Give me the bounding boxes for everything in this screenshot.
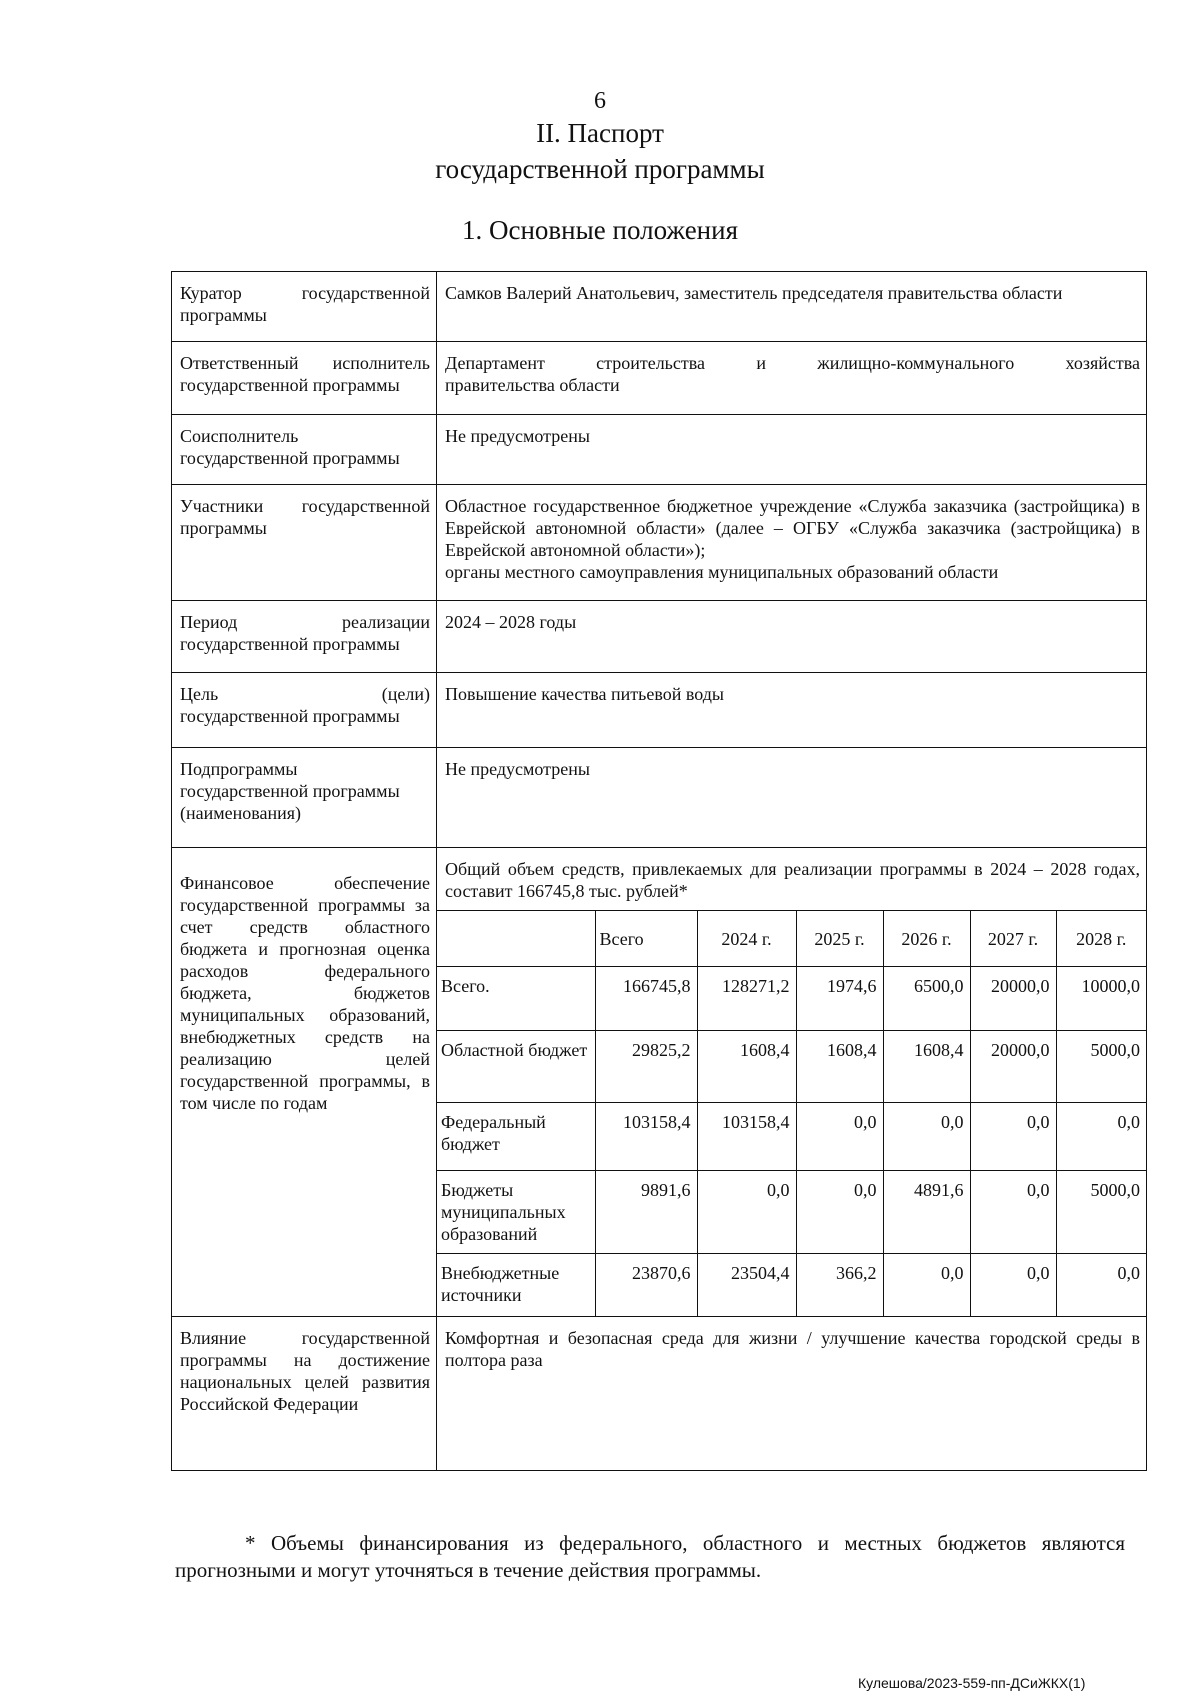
label-curator: Куратор государственной программы xyxy=(172,272,437,342)
finance-row-label: Федеральный бюджет xyxy=(437,1103,595,1171)
value-co-executor: Не предусмотрены xyxy=(437,415,1147,485)
value-finance xyxy=(437,848,1147,1317)
row-curator xyxy=(172,272,1147,342)
page-number: 6 xyxy=(594,88,606,114)
finance-cell: 366,2 xyxy=(796,1254,883,1316)
finance-row xyxy=(437,967,1146,1031)
row-influence xyxy=(172,1316,1147,1470)
finance-header-cell: 2028 г. xyxy=(1056,911,1146,967)
finance-row-label: Бюджеты муниципальных образований xyxy=(437,1171,595,1254)
label-finance: Финансовое обеспечение государственной программы за счет средств областного бюджета и прогнозная оценка расходов федерального бюджета, бюджетов муниципальных образований, внебюджетных средств на реализацию целей государственной программы, в том числе по годам xyxy=(172,848,437,1317)
label-period: Период реализации государственной программы xyxy=(172,601,437,673)
finance-cell: 166745,8 xyxy=(595,967,697,1031)
finance-cell: 103158,4 xyxy=(595,1103,697,1171)
finance-cell: 10000,0 xyxy=(1056,967,1146,1031)
finance-row xyxy=(437,1031,1146,1103)
passport-table xyxy=(171,271,1147,1471)
finance-table xyxy=(437,910,1146,1316)
value-participants: Областное государственное бюджетное учреждение «Служба заказчика (застройщика) в Еврейской автономной области» (далее – ОГБУ «Служба заказчика (застройщика) в Еврейской автономной области»); органы местного самоуправления муниципальных образований области xyxy=(437,485,1147,601)
label-subprograms: Подпрограммы государственной программы (наименования) xyxy=(172,748,437,848)
value-period: 2024 – 2028 годы xyxy=(437,601,1147,673)
finance-cell: 0,0 xyxy=(970,1171,1056,1254)
finance-header-cell: 2025 г. xyxy=(796,911,883,967)
finance-cell: 20000,0 xyxy=(970,967,1056,1031)
finance-header-row xyxy=(437,911,1146,967)
row-participants xyxy=(172,485,1147,601)
finance-header-cell xyxy=(437,911,595,967)
finance-cell: 0,0 xyxy=(697,1171,796,1254)
finance-cell: 1608,4 xyxy=(796,1031,883,1103)
finance-cell: 0,0 xyxy=(1056,1254,1146,1316)
row-period xyxy=(172,601,1147,673)
finance-header-cell: 2024 г. xyxy=(697,911,796,967)
finance-header-cell: Всего xyxy=(595,911,697,967)
footnote: * Объемы финансирования из федерального, областного и местных бюджетов являются прогнозными и могут уточняться в течение действия программы. xyxy=(175,1531,1125,1582)
finance-cell: 0,0 xyxy=(970,1103,1056,1171)
finance-cell: 1974,6 xyxy=(796,967,883,1031)
finance-cell: 0,0 xyxy=(970,1254,1056,1316)
finance-header-cell: 2027 г. xyxy=(970,911,1056,967)
finance-cell: 5000,0 xyxy=(1056,1171,1146,1254)
finance-row xyxy=(437,1254,1146,1316)
finance-cell: 1608,4 xyxy=(883,1031,970,1103)
finance-cell: 5000,0 xyxy=(1056,1031,1146,1103)
label-responsible: Ответственный исполнитель государственной программы xyxy=(172,342,437,415)
row-responsible xyxy=(172,342,1147,415)
value-subprograms: Не предусмотрены xyxy=(437,748,1147,848)
section-title: 1. Основные положения xyxy=(462,215,738,245)
label-co-executor: Соисполнитель государственной программы xyxy=(172,415,437,485)
value-influence: Комфортная и безопасная среда для жизни / улучшение качества городской среды в полтора раза xyxy=(437,1316,1147,1470)
finance-cell: 0,0 xyxy=(883,1254,970,1316)
finance-cell: 103158,4 xyxy=(697,1103,796,1171)
finance-row-label: Внебюджетные источники xyxy=(437,1254,595,1316)
label-participants: Участники государственной программы xyxy=(172,485,437,601)
document-title: II. Паспорт xyxy=(536,118,664,148)
row-subprograms xyxy=(172,748,1147,848)
finance-cell: 0,0 xyxy=(1056,1103,1146,1171)
finance-cell: 128271,2 xyxy=(697,967,796,1031)
finance-cell: 20000,0 xyxy=(970,1031,1056,1103)
finance-intro: Общий объем средств, привлекаемых для реализации программы в 2024 – 2028 годах, составит 166745,8 тыс. рублей* xyxy=(445,859,1140,901)
finance-cell: 23870,6 xyxy=(595,1254,697,1316)
document-subtitle: государственной программы xyxy=(435,154,765,184)
finance-cell: 1608,4 xyxy=(697,1031,796,1103)
finance-cell: 0,0 xyxy=(796,1171,883,1254)
finance-cell: 4891,6 xyxy=(883,1171,970,1254)
label-influence: Влияние государственной программы на достижение национальных целей развития Российской Федерации xyxy=(172,1316,437,1470)
value-responsible: Департамент строительства и жилищно-коммунального хозяйства правительства области xyxy=(437,342,1147,415)
value-curator: Самков Валерий Анатольевич, заместитель председателя правительства области xyxy=(437,272,1147,342)
finance-row xyxy=(437,1171,1146,1254)
document-code: Кулешова/2023-559-пп-ДСиЖКХ(1) xyxy=(858,1675,1086,1691)
finance-row-label: Областной бюджет xyxy=(437,1031,595,1103)
finance-cell: 23504,4 xyxy=(697,1254,796,1316)
label-goal: Цель (цели) государственной программы xyxy=(172,673,437,748)
finance-header-cell: 2026 г. xyxy=(883,911,970,967)
row-co-executor xyxy=(172,415,1147,485)
finance-row xyxy=(437,1103,1146,1171)
row-finance xyxy=(172,848,1147,1317)
row-goal xyxy=(172,673,1147,748)
finance-row-label: Всего. xyxy=(437,967,595,1031)
finance-cell: 0,0 xyxy=(796,1103,883,1171)
finance-cell: 6500,0 xyxy=(883,967,970,1031)
value-goal: Повышение качества питьевой воды xyxy=(437,673,1147,748)
finance-cell: 0,0 xyxy=(883,1103,970,1171)
finance-cell: 9891,6 xyxy=(595,1171,697,1254)
finance-cell: 29825,2 xyxy=(595,1031,697,1103)
